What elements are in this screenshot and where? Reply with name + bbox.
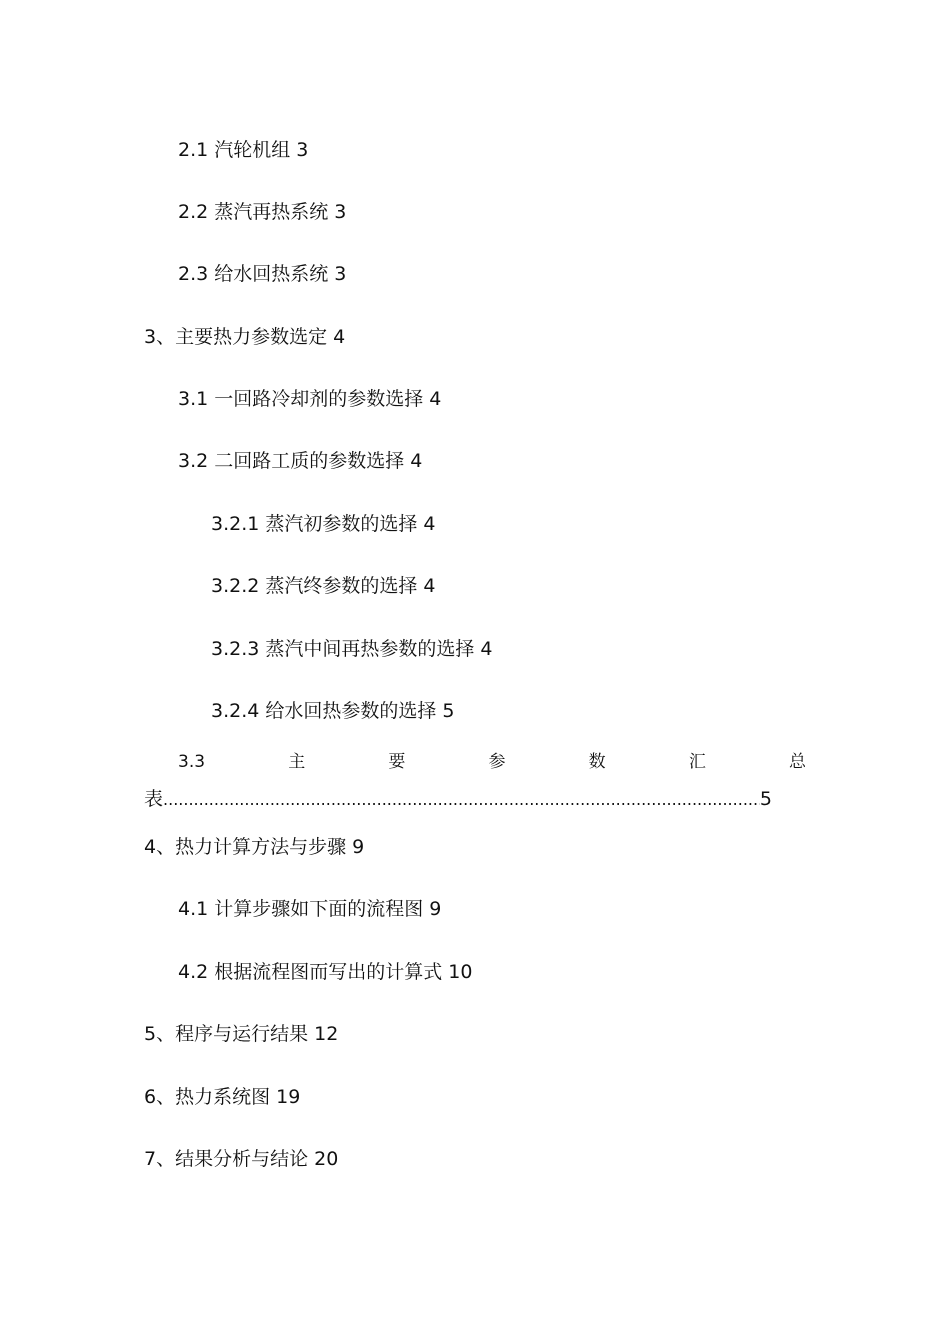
leader-dots [163, 788, 760, 812]
toc-entry-3-3-part: 参 [488, 752, 506, 772]
toc-entry-7: 7、结果分析与结论 20 [144, 1148, 339, 1170]
toc-entry-5: 5、程序与运行结果 12 [144, 1023, 339, 1045]
toc-entry-3-3-spread [178, 750, 806, 774]
toc-entry-4-1: 4.1 计算步骤如下面的流程图 9 [178, 898, 442, 920]
toc-entry-3-3-part: 汇 [688, 752, 706, 772]
toc-entry-4: 4、热力计算方法与步骤 9 [144, 836, 365, 858]
toc-entry-2-1: 2.1 汽轮机组 3 [178, 139, 309, 161]
toc-entry-3-3-continuation: 表 [144, 788, 164, 810]
toc-entry-3-3-part: 主 [288, 752, 306, 772]
toc-entry-6: 6、热力系统图 19 [144, 1086, 301, 1108]
toc-entry-4-2: 4.2 根据流程图而写出的计算式 10 [178, 961, 473, 983]
toc-entry-3-3-part: 3.3 [178, 752, 206, 772]
toc-entry-2-3: 2.3 给水回热系统 3 [178, 263, 347, 285]
toc-entry-3-3-part: 总 [788, 752, 806, 772]
toc-entry-3: 3、主要热力参数选定 4 [144, 326, 346, 348]
toc-entry-3-2-1: 3.2.1 蒸汽初参数的选择 4 [211, 513, 436, 535]
toc-entry-3-2: 3.2 二回路工质的参数选择 4 [178, 450, 423, 472]
toc-entry-3-3-leader [144, 787, 772, 811]
toc-entry-3-2-2: 3.2.2 蒸汽终参数的选择 4 [211, 575, 436, 597]
toc-entry-3-3-part: 要 [388, 752, 406, 772]
toc-entry-3-1: 3.1 一回路冷却剂的参数选择 4 [178, 388, 442, 410]
toc-entry-3-2-3: 3.2.3 蒸汽中间再热参数的选择 4 [211, 638, 493, 660]
toc-entry-3-3-part: 数 [588, 752, 606, 772]
toc-entry-3-3-page: 5 [759, 788, 772, 810]
toc-entry-2-2: 2.2 蒸汽再热系统 3 [178, 201, 347, 223]
toc-entry-3-2-4: 3.2.4 给水回热参数的选择 5 [211, 700, 455, 722]
